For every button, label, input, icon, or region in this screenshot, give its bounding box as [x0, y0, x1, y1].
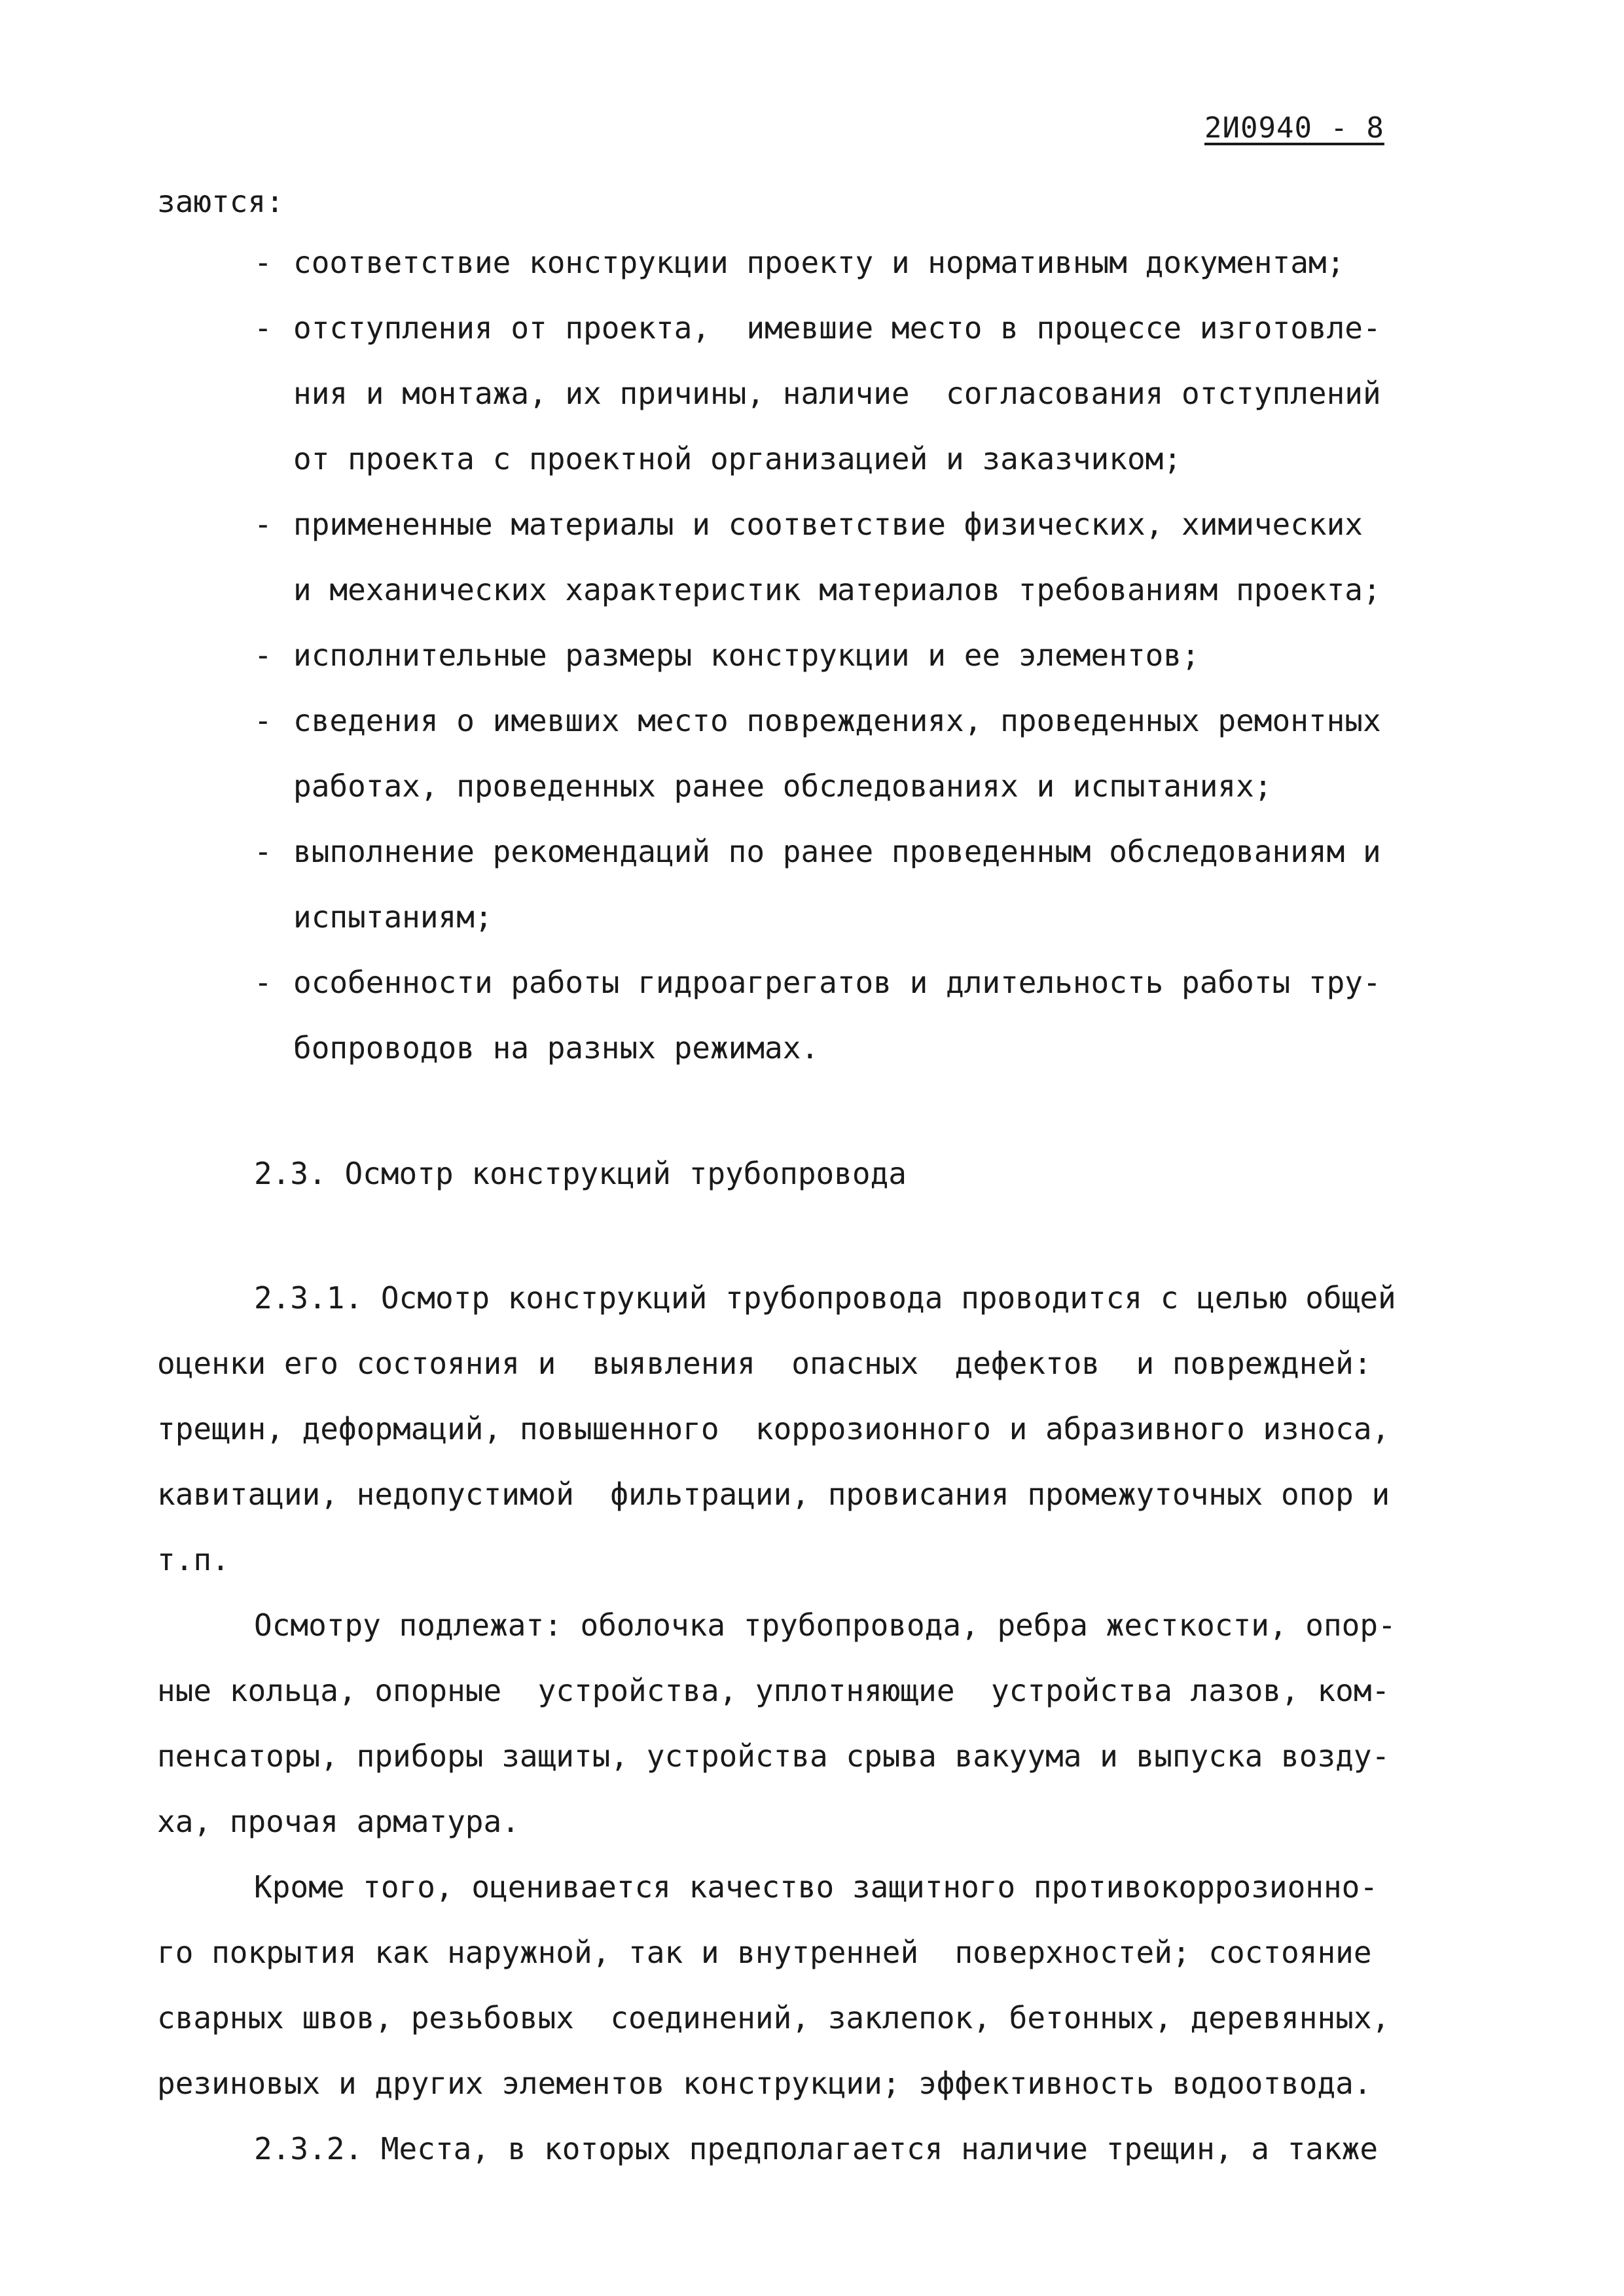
- paragraph-line: 2.3.2. Места, в которых предполагается наличие трещин, а также: [254, 2131, 1379, 2166]
- list-bullet: -: [254, 965, 272, 1000]
- paragraph-line: т.п.: [157, 1542, 230, 1577]
- list-item-line: испытаниям;: [293, 899, 493, 935]
- list-bullet: -: [254, 310, 272, 346]
- paragraph-line: Осмотру подлежат: оболочка трубопровода, ребра жесткости, опор-: [254, 1607, 1396, 1643]
- list-bullet: -: [254, 703, 272, 738]
- list-item-line: от проекта с проектной организацией и заказчиком;: [293, 441, 1182, 476]
- continuation-text: заются:: [157, 184, 284, 219]
- paragraph-line: резиновых и других элементов конструкции; эффективность водоотвода.: [157, 2066, 1372, 2101]
- list-item-line: выполнение рекомендаций по ранее проведенным обследованиям и: [293, 834, 1381, 869]
- paragraph-line: 2.3.1. Осмотр конструкций трубопровода проводится с целью общей: [254, 1280, 1396, 1316]
- paragraph-line: пенсаторы, приборы защиты, устройства срыва вакуума и выпуска возду-: [157, 1738, 1390, 1774]
- paragraph-line: трещин, деформаций, повышенного коррозионного и абразивного износа,: [157, 1411, 1390, 1446]
- paragraph-line: ные кольца, опорные устройства, уплотняющие устройства лазов, ком-: [157, 1673, 1390, 1708]
- paragraph-line: сварных швов, резьбовых соединений, заклепок, бетонных, деревянных,: [157, 2000, 1390, 2036]
- paragraph-line: го покрытия как наружной, так и внутренней поверхностей; состояние: [157, 1935, 1372, 1970]
- section-heading: 2.3. Осмотр конструкций трубопровода: [254, 1156, 907, 1191]
- list-bullet: -: [254, 834, 272, 869]
- paragraph-line: кавитации, недопустимой фильтрации, провисания промежуточных опор и: [157, 1477, 1390, 1512]
- list-item-line: сведения о имевших место повреждениях, проведенных ремонтных: [293, 703, 1381, 738]
- list-bullet: -: [254, 507, 272, 542]
- list-item-line: отступления от проекта, имевшие место в процессе изготовле-: [293, 310, 1381, 346]
- page-number: 2И0940 - 8: [1204, 111, 1384, 145]
- list-bullet: -: [254, 637, 272, 673]
- list-item-line: работах, проведенных ранее обследованиях и испытаниях;: [293, 768, 1272, 804]
- list-item-line: соответствие конструкции проекту и нормативным документам;: [293, 245, 1345, 280]
- paragraph-line: Кроме того, оценивается качество защитного противокоррозионно-: [254, 1869, 1379, 1905]
- list-bullet: -: [254, 245, 272, 280]
- paragraph-line: оценки его состояния и выявления опасных дефектов и повреждней:: [157, 1346, 1372, 1381]
- list-item-line: примененные материалы и соответствие физических, химических: [293, 507, 1363, 542]
- list-item-line: исполнительные размеры конструкции и ее элементов;: [293, 637, 1200, 673]
- list-item-line: особенности работы гидроагрегатов и длительность работы тру-: [293, 965, 1381, 1000]
- paragraph-line: ха, прочая арматура.: [157, 1804, 520, 1839]
- list-item-line: ния и монтажа, их причины, наличие согласования отступлений: [293, 376, 1381, 411]
- list-item-line: бопроводов на разных режимах.: [293, 1030, 820, 1066]
- list-item-line: и механических характеристик материалов требованиям проекта;: [293, 572, 1381, 607]
